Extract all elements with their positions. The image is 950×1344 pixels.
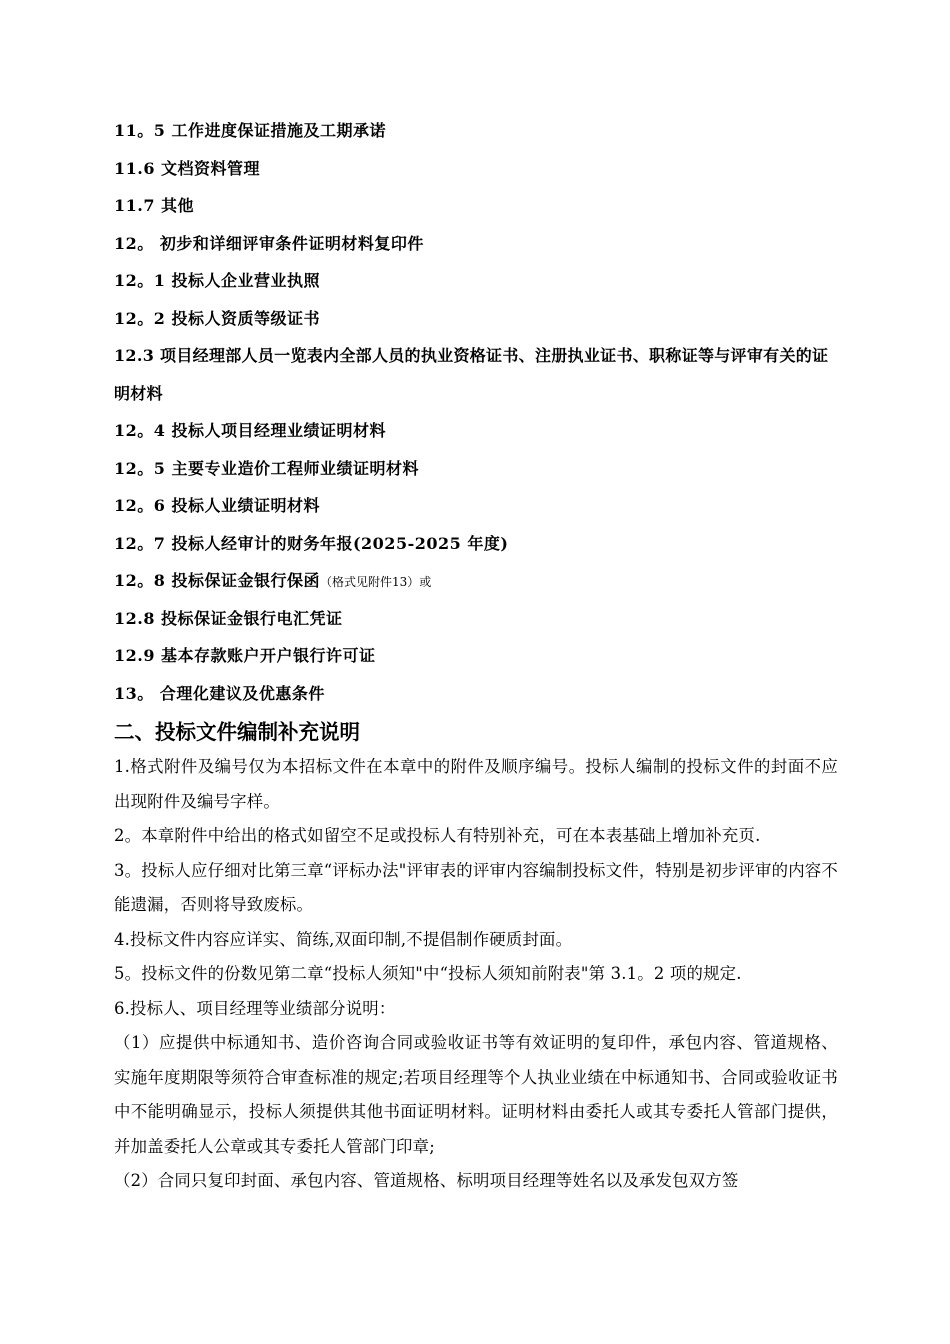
paragraph-2: 2。本章附件中给出的格式如留空不足或投标人有特别补充，可在本表基础上增加补充页. [114, 826, 761, 845]
paragraph-6-2: （2）合同只复印封面、承包内容、管道规格、标明项目经理等姓名以及承发包双方签 [114, 1171, 739, 1190]
toc-item-12-6: 12。6 投标人业绩证明材料 [114, 496, 320, 515]
paragraph-1: 1.格式附件及编号仅为本招标文件在本章中的附件及顺序编号。投标人编制的投标文件的封面不应出现附件及编号字样。 [114, 757, 838, 811]
toc-item-12: 12。 初步和详细评审条件证明材料复印件 [114, 233, 424, 253]
toc-item-11-6: 11.6 文档资料管理 [114, 158, 261, 178]
paragraph-5: 5。投标文件的份数见第二章“投标人须知"中“投标人须知前附表"第 3.1。2 项的规定. [114, 964, 742, 983]
toc-item-12-5: 12。5 主要专业造价工程师业绩证明材料 [114, 458, 419, 478]
toc-item-12-7: 12。7 投标人经审计的财务年报(2025-2025 年度) [114, 533, 509, 553]
toc-item-12-9: 12.9 基本存款账户开户银行许可证 [114, 646, 376, 665]
toc-item-12-3: 12.3 项目经理部人员一览表内全部人员的执业资格证书、注册执业证书、职称证等与评审有关的证明材料 [114, 346, 829, 403]
toc-item-12-8-guarantee [114, 562, 838, 600]
toc-item-12-1: 12。1 投标人企业营业执照 [114, 271, 320, 290]
toc-item-12-2: 12。2 投标人资质等级证书 [114, 308, 320, 328]
paragraph-3: 3。投标人应仔细对比第三章“评标办法"评审表的评审内容编制投标文件，特别是初步评审的内容不能遗漏，否则将导致废标。 [114, 860, 838, 914]
toc-item-12-8-note: （格式见附件13）或 [319, 575, 432, 589]
paragraph-6: 6.投标人、项目经理等业绩部分说明： [114, 998, 396, 1018]
paragraph-4: 4.投标文件内容应详实、简练,双面印制,不提倡制作硬质封面。 [114, 929, 573, 949]
document-page [114, 112, 838, 1199]
toc-item-13: 13。 合理化建议及优惠条件 [114, 683, 325, 703]
toc-item-11-7: 11.7 其他 [114, 196, 195, 215]
toc-item-12-4: 12。4 投标人项目经理业绩证明材料 [114, 421, 386, 440]
section-heading: 二、投标文件编制补充说明 [114, 720, 360, 744]
toc-item-11-5: 11。5 工作进度保证措施及工期承诺 [114, 121, 386, 140]
toc-item-12-8-transfer: 12.8 投标保证金银行电汇凭证 [114, 608, 343, 628]
paragraph-6-1: （1）应提供中标通知书、造价咨询合同或验收证书等有效证明的复印件，承包内容、管道规格、实施年度期限等须符合审查标准的规定;若项目经理等个人执业业绩在中标通知书、合同或验收证书中不能明确显示，投标人须提供其他书面证明材料。证明材料由委托人或其专委托人管部门提供，并加盖委托人公章或其专委托人管部门印章; [114, 1033, 838, 1156]
toc-item-12-8-label: 12。8 投标保证金银行保函 [114, 571, 320, 590]
